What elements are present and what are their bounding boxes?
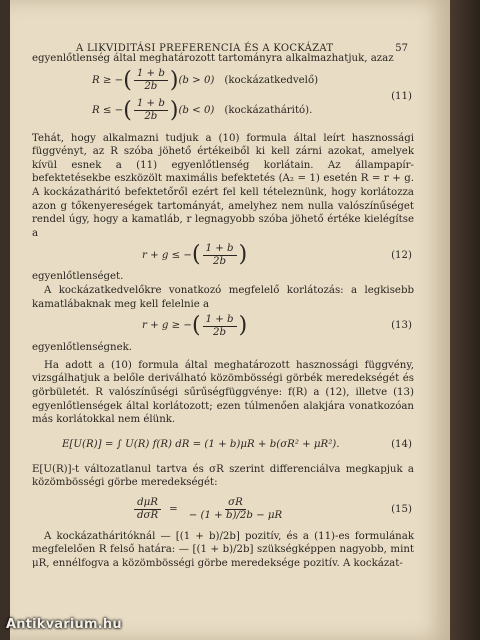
eq-numerator: 1 + b [134,68,168,81]
paragraph: egyenlőtlenség által meghatározott tartományra alkalmazhatjuk, azaz [32,53,394,64]
paragraph: E[U(R)]-t változatlanul tartva és σR szerint differenciálva megkapjuk a közömbösségi görbe meredekségét: [32,463,414,489]
running-header [32,28,414,54]
book-edge [450,0,480,640]
equation-number: (14) [391,438,412,450]
eq-denominator: 2b [144,111,158,123]
equation-number: (12) [391,249,412,261]
paragraph: Ha adott a (10) formula által meghatározott hasznossági függvény, vizsgálhatjuk a belőle deriválható közömbösségi görbék meredekségét és görbületét. R valószínűségi sűrűségfüggvénye: f(R) a (12), illetve (13) egyenlőtlenségek által korlátozott; ezen túlmenően alakjára vonatkozóan más korlátokkal nem élünk. [32,359,414,426]
page-content [32,28,414,571]
eq-label: (kockázatkedvelő) [224,74,319,86]
eq-label: (kockázatháritó). [224,104,313,116]
paragraph: egyenlőtlenséget. [32,271,124,283]
eq-denominator: 2b [213,255,227,267]
equation-13: r + g ≥ − ( $\frac{1 + b}{2b}$ ) (13) [142,313,412,339]
header-title: A LIKVIDITÁSI PREFERENCIA ÉS A KOCKÁZAT [76,43,334,54]
equation-11a: R ≥ − ( $\frac{1 + b}{2b}$ ) (b > 0) (kockázatkedvelő) [92,67,319,93]
paragraph: A kockázatkedvelőkre vonatkozó megfelelő korlátozás: a legkisebb kamatlábaknak meg kell felelnie a [32,284,414,310]
eq-numerator: 1 + b [203,243,237,256]
eq-numerator: σR [225,497,246,510]
equation-11b: R ≤ − ( $\frac{1 + b}{2b}$ ) (b < 0) (kockázatháritó). (11) [92,90,412,123]
eq-numerator: 1 + b [203,314,237,327]
equation-number: (13) [391,320,412,332]
equation-14 [62,427,414,463]
eq-condition: (b < 0) [178,104,215,116]
eq-numerator: dμR [134,497,161,510]
eq-denominator: − (1 + b)/2b − μR [188,510,283,522]
equation-number: (11) [391,90,412,102]
paragraph: egyenlőtlenségnek. [32,342,133,354]
eq-lhs: R ≥ − [92,74,124,86]
equation-12: r + g ≤ − ( $\frac{1 + b}{2b}$ ) (12) [142,242,412,268]
eq-condition: (b > 0) [178,74,215,86]
eq-denominator: dσR [137,510,159,522]
equation-number: (15) [391,504,412,516]
eq-denominator: 2b [144,81,158,93]
eq-lhs: R ≤ − [92,104,124,116]
eq-numerator: 1 + b [134,98,168,111]
equation-15 [132,490,414,530]
eq-lhs: r + g ≥ − [142,320,192,332]
eq-denominator: 2b [213,326,227,338]
eq-lhs: r + g ≤ − [142,249,192,261]
paragraph: Tehát, hogy alkalmazni tudjuk a (10) formula által leírt hasznossági függvényt, az R szóba jöhető értékeiből ki kell zárni azokat, amelyek kívül esnek a (11) egyenlőtlenség korlátain. Az állampapír-befektetésekbe eszközölt maximális befektetés (A₂ = 1) esetén R = r + g. A kockázatháritó befektetőről ezért fel kell tételeznünk, hogy korlátozza azon g tőkenyereségek tartományát, amelyhez nem nulla valószínűséget rendel úgy, hogy a kamatláb, r legnagyobb szóba jöhető értéke kielégítse a [32,132,414,239]
eq-equals: = [169,504,178,516]
eq-expression: E[U(R)] = ∫ U(R) f(R) dR = (1 + b)μR + b(σR² + μR²). [62,438,340,450]
page-number: 57 [395,43,408,54]
paragraph: A kockázatháritóknál — [(1 + b)/2b] pozitív, és a (11)-es formulának megfelelően R felső határa: — [(1 + b)/2b] szükségképpen nagyobb, mint μR, ennélfogva a közömbösségi görbe meredeksége pozitív. A kockázat- [32,530,414,570]
watermark: Antikvarium.hu [6,617,122,632]
